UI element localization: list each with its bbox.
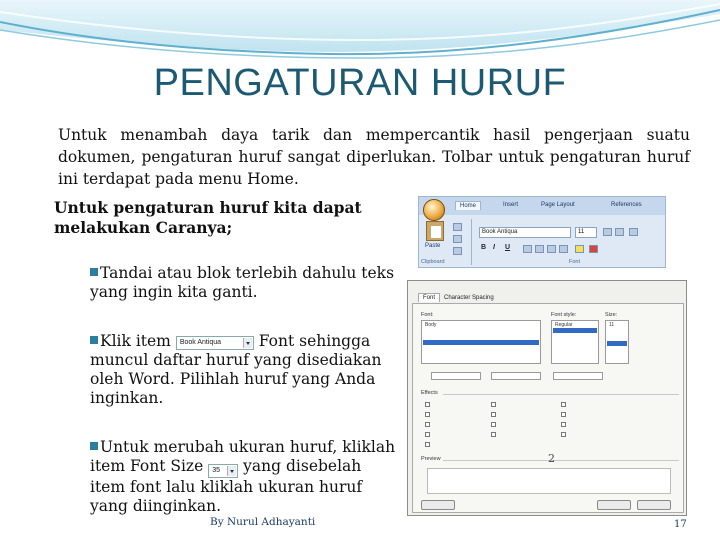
font-size-value: 35	[212, 467, 221, 474]
underline-color-select[interactable]	[553, 372, 603, 380]
font-style-current[interactable]: Regular	[555, 322, 573, 328]
paste-icon[interactable]	[426, 221, 444, 241]
effect-checkbox[interactable]	[425, 432, 430, 437]
font-name-field[interactable]	[176, 336, 254, 350]
effect-checkbox[interactable]	[561, 432, 566, 437]
font-style-list[interactable]	[551, 320, 599, 364]
effects-label: Effects	[421, 390, 438, 396]
italic-button[interactable]: I	[493, 244, 495, 251]
size-label: Size:	[605, 312, 618, 318]
copy-icon[interactable]	[453, 235, 462, 243]
callout-number: 2	[548, 452, 555, 465]
default-button[interactable]	[421, 500, 455, 510]
cancel-button[interactable]	[637, 500, 671, 510]
font-list[interactable]	[421, 320, 541, 364]
cut-icon[interactable]	[453, 223, 462, 231]
shrink-font-icon[interactable]	[615, 228, 624, 236]
effects-divider	[443, 394, 679, 395]
effect-checkbox[interactable]	[491, 422, 496, 427]
bullet-item	[90, 264, 400, 302]
preview-label: Preview	[421, 456, 441, 462]
author-footer: By Nurul Adhayanti	[210, 516, 316, 528]
subheading: Untuk pengaturan huruf kita dapat melakukan Caranya;	[54, 198, 362, 237]
bullet-marker-icon	[90, 442, 98, 450]
size-selection[interactable]	[607, 341, 627, 346]
chevron-down-icon[interactable]	[243, 338, 252, 348]
highlight-icon[interactable]	[575, 245, 584, 253]
bullet-item	[90, 332, 400, 408]
underline-button[interactable]: U	[505, 244, 511, 251]
preview-divider	[443, 460, 679, 461]
effect-checkbox[interactable]	[491, 432, 496, 437]
font-style-label: Font style:	[551, 312, 577, 318]
font-preview-box	[427, 468, 671, 494]
bullet-text: Klik item	[100, 332, 171, 350]
font-color-select[interactable]	[431, 372, 481, 380]
paste-label[interactable]: Paste	[425, 243, 441, 249]
ribbon-tab-references[interactable]: References	[611, 202, 642, 208]
page-number: 17	[674, 519, 687, 530]
font-list-label: Font:	[421, 312, 434, 318]
effect-checkbox[interactable]	[425, 442, 430, 447]
underline-style-select[interactable]	[491, 372, 541, 380]
font-dialog-screenshot	[407, 280, 687, 516]
effect-checkbox[interactable]	[425, 422, 430, 427]
slide-title: PENGATURAN HURUF	[153, 62, 567, 104]
bullet-text: Tandai atau blok terlebih dahulu teks yang ingin kita ganti.	[90, 264, 395, 301]
size-list[interactable]	[605, 320, 629, 364]
office-button-icon[interactable]	[423, 199, 445, 221]
ribbon-font-box[interactable]: Book Antiqua	[479, 227, 571, 238]
dialog-tab-font[interactable]: Font	[418, 293, 440, 302]
bullet-marker-icon	[90, 268, 98, 276]
chevron-down-icon[interactable]	[227, 466, 236, 476]
ribbon-tab-home[interactable]: Home	[455, 201, 481, 210]
intro-paragraph: Untuk menambah daya tarik dan mempercantik hasil pengerjaan suatu dokumen, pengaturan huruf sangat diperlukan. Tolbar untuk pengaturan huruf ini terdapat pada menu Home.	[58, 126, 690, 188]
font-style-selection[interactable]	[553, 328, 597, 333]
grow-font-icon[interactable]	[603, 228, 612, 236]
bullet-marker-icon	[90, 336, 98, 344]
font-size-field[interactable]	[208, 464, 238, 478]
effect-checkbox[interactable]	[561, 402, 566, 407]
font-group-label: Font	[569, 259, 581, 265]
strikethrough-icon[interactable]	[523, 245, 532, 253]
dialog-pane	[412, 303, 684, 513]
effect-checkbox[interactable]	[561, 422, 566, 427]
bullet-text-cont: Font sehingga muncul daftar huruf yang disediakan oleh Word. Pilihlah huruf yang Anda inginkan.	[90, 332, 382, 407]
clear-format-icon[interactable]	[629, 228, 638, 236]
ribbon-tab-insert[interactable]: Insert	[503, 202, 519, 208]
ribbon-size-box[interactable]: 11	[575, 227, 597, 238]
ribbon-tab-page-layout[interactable]: Page Layout	[541, 202, 575, 208]
ribbon-screenshot	[418, 196, 666, 268]
bullet-text: Untuk merubah ukuran huruf, kliklah item Font Size	[90, 438, 396, 475]
ok-button[interactable]	[597, 500, 631, 510]
bullet-item	[90, 438, 400, 516]
effect-checkbox[interactable]	[491, 412, 496, 417]
effect-checkbox[interactable]	[425, 412, 430, 417]
effect-checkbox[interactable]	[425, 402, 430, 407]
superscript-icon[interactable]	[547, 245, 556, 253]
effect-checkbox[interactable]	[561, 412, 566, 417]
subscript-icon[interactable]	[535, 245, 544, 253]
font-list-selection[interactable]	[423, 340, 539, 345]
bullet-text-cont: yang disebelah item font lalu kliklah ukuran huruf yang diinginkan.	[90, 457, 363, 515]
bold-button[interactable]: B	[481, 244, 487, 251]
group-divider	[471, 219, 472, 265]
dialog-tab-character-spacing[interactable]: Character Spacing	[444, 295, 494, 301]
clipboard-group-label: Clipboard	[421, 259, 445, 265]
size-current[interactable]: 11	[609, 322, 615, 328]
header-wave-decoration	[0, 0, 720, 70]
font-list-current[interactable]: Body	[425, 322, 437, 328]
change-case-icon[interactable]	[559, 245, 568, 253]
format-painter-icon[interactable]	[453, 247, 462, 255]
font-color-icon[interactable]	[589, 245, 598, 253]
effect-checkbox[interactable]	[491, 402, 496, 407]
font-name-value: Book Antiqua	[179, 339, 222, 346]
